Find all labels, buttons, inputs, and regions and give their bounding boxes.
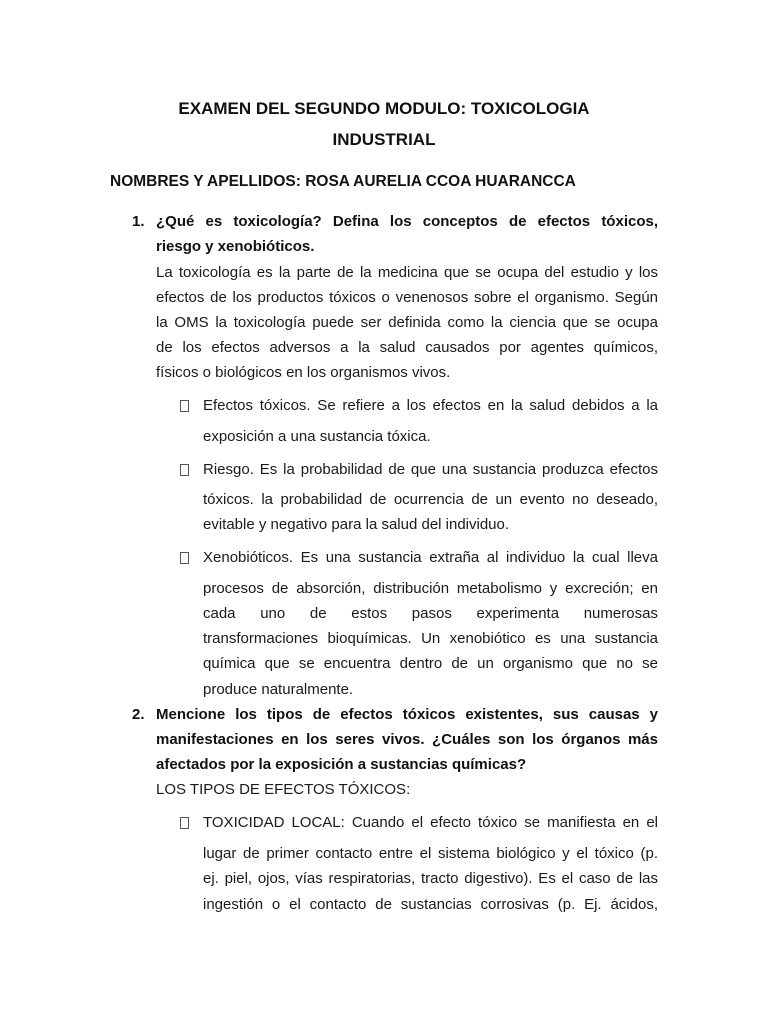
bullet-riesgo-line: tóxicos. la probabilidad de ocurrencia de un evento no deseado, xyxy=(203,491,658,508)
bullet-efectos-line: Efectos tóxicos. Se refiere a los efectos en la salud debidos a la xyxy=(203,397,658,414)
bullet-xenobioticos-line: transformaciones bioquímicas. Un xenobiótico es una sustancia xyxy=(203,630,658,647)
bullet-toxicidad-line: TOXICIDAD LOCAL: Cuando el efecto tóxico se manifiesta en el xyxy=(203,814,658,831)
question-2-text-line: afectados por la exposición a sustancias químicas? xyxy=(156,756,527,773)
bullet-riesgo-line: Riesgo. Es la probabilidad de que una sustancia produzca efectos xyxy=(203,461,658,478)
word: numerosas xyxy=(583,605,658,622)
answer-1-line: la OMS la toxicología puede ser definida como la ciencia que se ocupa xyxy=(156,314,658,331)
document-title-line1: EXAMEN DEL SEGUNDO MODULO: TOXICOLOGIA xyxy=(178,99,590,118)
answer-2-heading: LOS TIPOS DE EFECTOS TÓXICOS: xyxy=(156,781,411,798)
bullet-xenobioticos-line: química que se encuentra dentro de un organismo que no se xyxy=(203,655,658,672)
word: uno xyxy=(260,605,286,622)
bullet-efectos-line: exposición a una sustancia tóxica. xyxy=(203,428,431,445)
bullet-icon xyxy=(180,817,189,829)
bullet-riesgo-line: evitable y negativo para la salud del individuo. xyxy=(203,516,510,533)
bullet-toxicidad-line: lugar de primer contacto entre el sistema biológico y el tóxico (p. xyxy=(203,845,658,862)
word: experimenta xyxy=(476,605,560,622)
bullet-icon xyxy=(180,400,189,412)
bullet-xenobioticos-line: procesos de absorción, distribución metabolismo y excreción; en xyxy=(203,580,658,597)
question-2-number: 2. xyxy=(132,706,145,723)
bullet-xenobioticos-line xyxy=(203,605,658,622)
question-2-text-line: Mencione los tipos de efectos tóxicos existentes, sus causas y xyxy=(156,706,658,723)
answer-1-line: de los efectos adversos a la salud causados por agentes químicos, xyxy=(156,339,658,356)
word: cada xyxy=(203,605,236,622)
student-name: NOMBRES Y APELLIDOS: ROSA AURELIA CCOA HUARANCCA xyxy=(110,173,576,190)
bullet-toxicidad-line: ej. piel, ojos, vías respiratorias, tracto digestivo). Es el caso de las xyxy=(203,870,658,887)
bullet-xenobioticos-line: Xenobióticos. Es una sustancia extraña al individuo la cual lleva xyxy=(203,549,658,566)
bullet-icon xyxy=(180,464,189,476)
document-title-line2: INDUSTRIAL xyxy=(332,130,436,149)
question-1-number: 1. xyxy=(132,213,145,230)
question-1-text-line: riesgo y xenobióticos. xyxy=(156,238,315,255)
answer-1-line: La toxicología es la parte de la medicina que se ocupa del estudio y los xyxy=(156,264,658,281)
bullet-toxicidad-line: ingestión o el contacto de sustancias corrosivas (p. Ej. ácidos, xyxy=(203,896,658,913)
word: de xyxy=(309,605,327,622)
bullet-xenobioticos-line: produce naturalmente. xyxy=(203,681,354,698)
answer-1-line: efectos de los productos tóxicos o venenosos sobre el organismo. Según xyxy=(156,289,658,306)
question-2-text-line: manifestaciones en los seres vivos. ¿Cuáles son los órganos más xyxy=(156,731,658,748)
word: pasos xyxy=(411,605,452,622)
question-1-text-line: ¿Qué es toxicología? Defina los conceptos de efectos tóxicos, xyxy=(156,213,658,230)
bullet-icon xyxy=(180,552,189,564)
word: estos xyxy=(351,605,388,622)
answer-1-line: físicos o biológicos en los organismos vivos. xyxy=(156,364,451,381)
